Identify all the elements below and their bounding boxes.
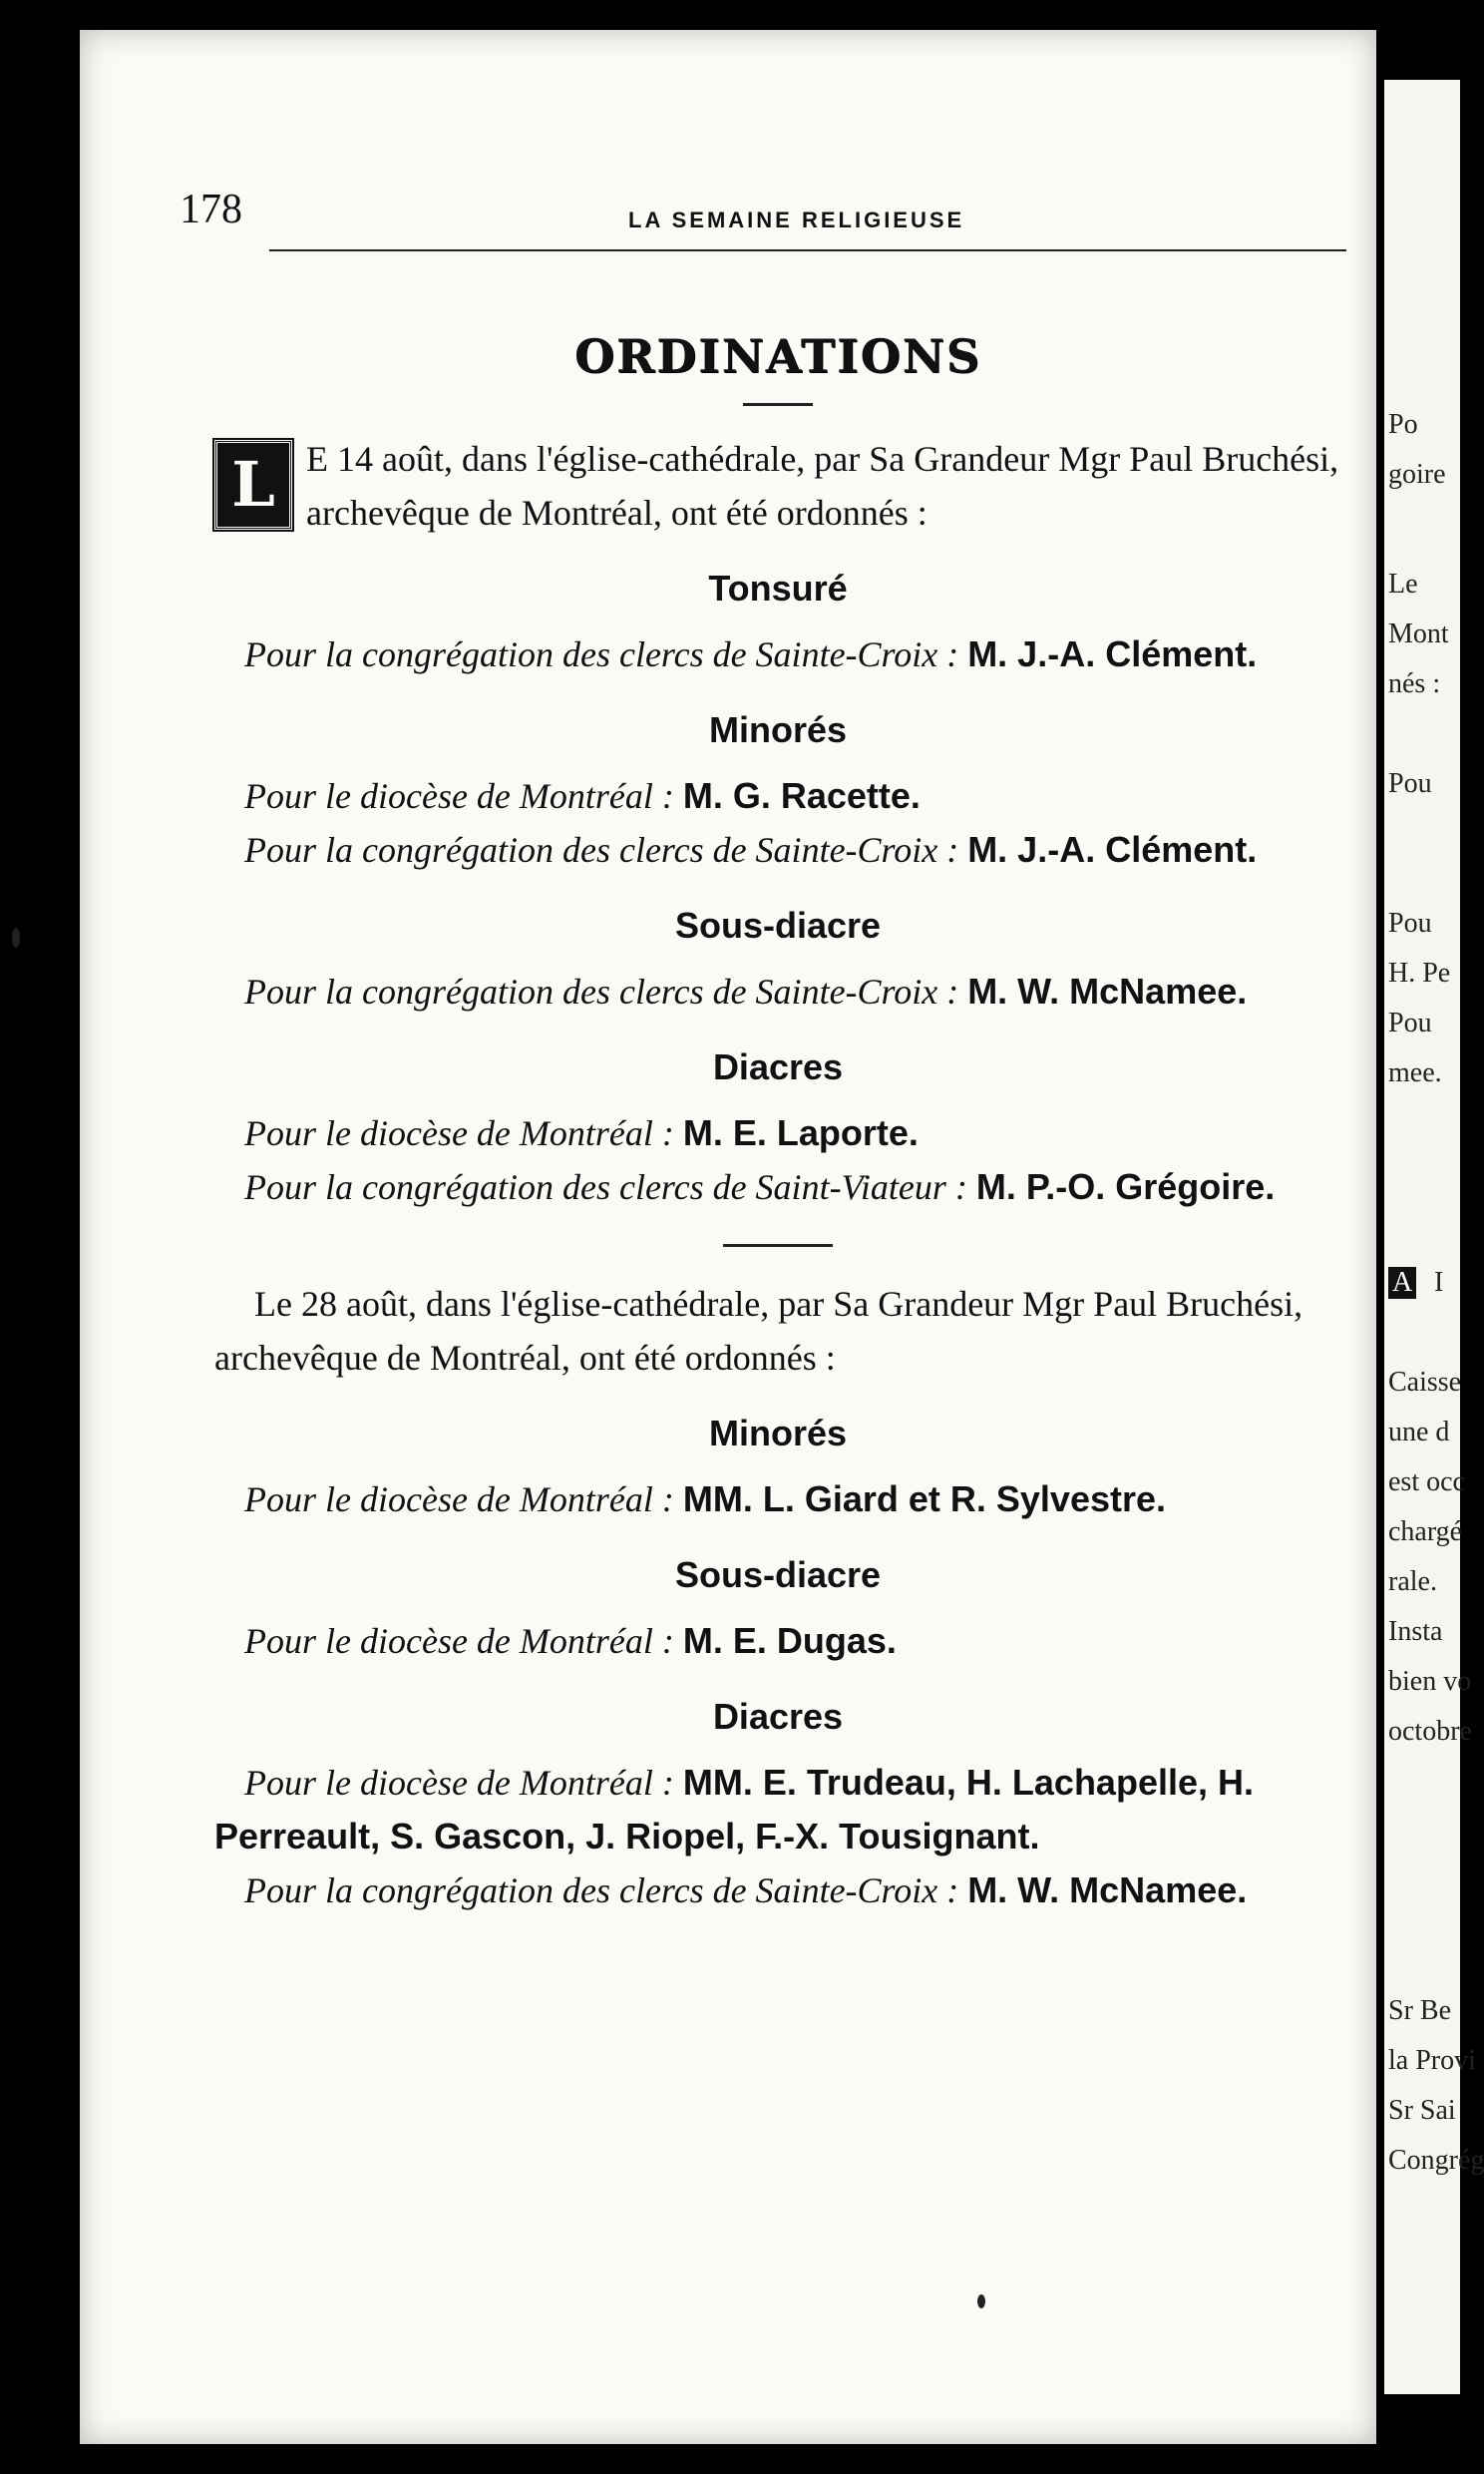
adjacent-fragment: Sr Be	[1388, 1995, 1451, 2026]
adjacent-fragment: une d	[1388, 1417, 1450, 1447]
entry-prefix: Pour le diocèse de Montréal :	[244, 1621, 674, 1661]
entry-names: M. G. Racette.	[682, 775, 921, 816]
entry-names: M. P.-O. Grégoire.	[975, 1166, 1276, 1207]
section-heading: Sous-diacre	[674, 905, 882, 946]
entry-names: M. E. Laporte.	[682, 1112, 919, 1153]
adjacent-fragment: goire	[1388, 459, 1446, 490]
ink-speck	[977, 2294, 985, 2308]
section-heading: Minorés	[708, 1413, 848, 1453]
adjacent-fragment: Mont	[1388, 618, 1449, 649]
entry-prefix: Pour la congrégation des clercs de Saint-Viateur :	[244, 1167, 967, 1207]
running-header	[180, 180, 1356, 249]
entry-prefix: Pour le diocèse de Montréal :	[244, 1763, 674, 1803]
title-rule	[743, 403, 813, 406]
ordination-entry	[214, 1106, 1341, 1160]
adjacent-fragment: Pou	[1388, 908, 1432, 939]
article-title: ORDINATIONS	[573, 329, 981, 383]
adjacent-fragment: nés :	[1388, 668, 1441, 699]
adjacent-fragment: la Provi	[1388, 2045, 1476, 2076]
adjacent-fragment: est occ	[1388, 1466, 1465, 1497]
entry-prefix: Pour le diocèse de Montréal :	[244, 1113, 674, 1153]
second-event-intro: Le 28 août, dans l'église-cathédrale, par Sa Grandeur Mgr Paul Bruchési, archevêque de Montréal, ont été ordonnés :	[214, 1284, 1303, 1378]
entry-prefix: Pour le diocèse de Montréal :	[244, 776, 674, 816]
section-heading: Diacres	[712, 1046, 844, 1087]
ordination-entry	[214, 1472, 1341, 1526]
adjacent-fragment: Congrég	[1388, 2145, 1484, 2176]
ordination-entry	[214, 769, 1341, 823]
adjacent-fragment: bien vo	[1388, 1666, 1472, 1697]
entry-names: M. E. Dugas.	[682, 1620, 897, 1661]
ordination-entry	[214, 627, 1341, 681]
adjacent-page-edge	[1384, 80, 1484, 2394]
ordination-entry	[214, 1614, 1341, 1668]
header-rule	[269, 249, 1346, 251]
ordination-entry	[214, 1756, 1341, 1863]
ordination-entry	[214, 965, 1341, 1019]
entry-names: M. W. McNamee.	[967, 971, 1248, 1012]
adjacent-fragment: Le	[1388, 569, 1418, 600]
entry-prefix: Pour la congrégation des clercs de Sainte-Croix :	[244, 634, 959, 674]
adjacent-fragment: Insta	[1388, 1616, 1443, 1647]
article-body	[214, 329, 1341, 1917]
entry-prefix: Pour la congrégation des clercs de Sainte-Croix :	[244, 972, 959, 1012]
section-heading: Diacres	[712, 1696, 844, 1737]
journal-title: LA SEMAINE RELIGIEUSE	[628, 207, 965, 232]
adjacent-fragment: Caisse	[1388, 1367, 1462, 1398]
entry-names: M. W. McNamee.	[967, 1869, 1248, 1910]
entry-names: M. J.-A. Clément.	[967, 633, 1258, 674]
adjacent-fragment: Po	[1388, 409, 1418, 440]
ordination-entry	[214, 1863, 1341, 1917]
adjacent-fragment: Pou	[1388, 768, 1432, 799]
first-event-intro-text: E 14 août, dans l'église-cathédrale, par Sa Grandeur Mgr Paul Bruchési, archevêque de Montréal, ont été ordonnés :	[306, 439, 1339, 533]
adjacent-fragment: H. Pe	[1388, 958, 1451, 989]
entry-prefix: Pour le diocèse de Montréal :	[244, 1479, 674, 1519]
entry-prefix: Pour la congrégation des clercs de Sainte-Croix :	[244, 1870, 959, 1910]
ink-speck	[12, 928, 20, 948]
entry-names: MM. L. Giard et R. Sylvestre.	[682, 1478, 1167, 1519]
page-number: 178	[180, 187, 242, 232]
dropcap-letter: L	[214, 440, 292, 530]
section-heading: Sous-diacre	[674, 1554, 882, 1595]
adjacent-fragment: mee.	[1388, 1057, 1442, 1088]
adjacent-fragment: Pou	[1388, 1008, 1432, 1038]
entry-names: M. J.-A. Clément.	[967, 829, 1258, 870]
adjacent-dropcap: A	[1388, 1267, 1416, 1299]
entry-prefix: Pour la congrégation des clercs de Sainte-Croix :	[244, 830, 959, 870]
adjacent-fragment: I	[1434, 1267, 1444, 1298]
adjacent-fragment: chargé	[1388, 1516, 1463, 1547]
entry-names: MM. E. Trudeau, H. Lachapelle, H. Perreault, S. Gascon, J. Riopel, F.-X. Tousignant.	[214, 1762, 1254, 1856]
first-event-intro	[214, 432, 1341, 540]
adjacent-fragment: Sr Sai	[1388, 2095, 1456, 2126]
adjacent-fragment: octobre	[1388, 1716, 1472, 1747]
section-heading: Minorés	[708, 709, 848, 750]
event-separator-rule	[723, 1244, 833, 1247]
section-heading: Tonsuré	[708, 568, 848, 609]
adjacent-fragment: rale.	[1388, 1566, 1437, 1597]
ordination-entry	[214, 823, 1341, 877]
ordination-entry	[214, 1160, 1341, 1214]
